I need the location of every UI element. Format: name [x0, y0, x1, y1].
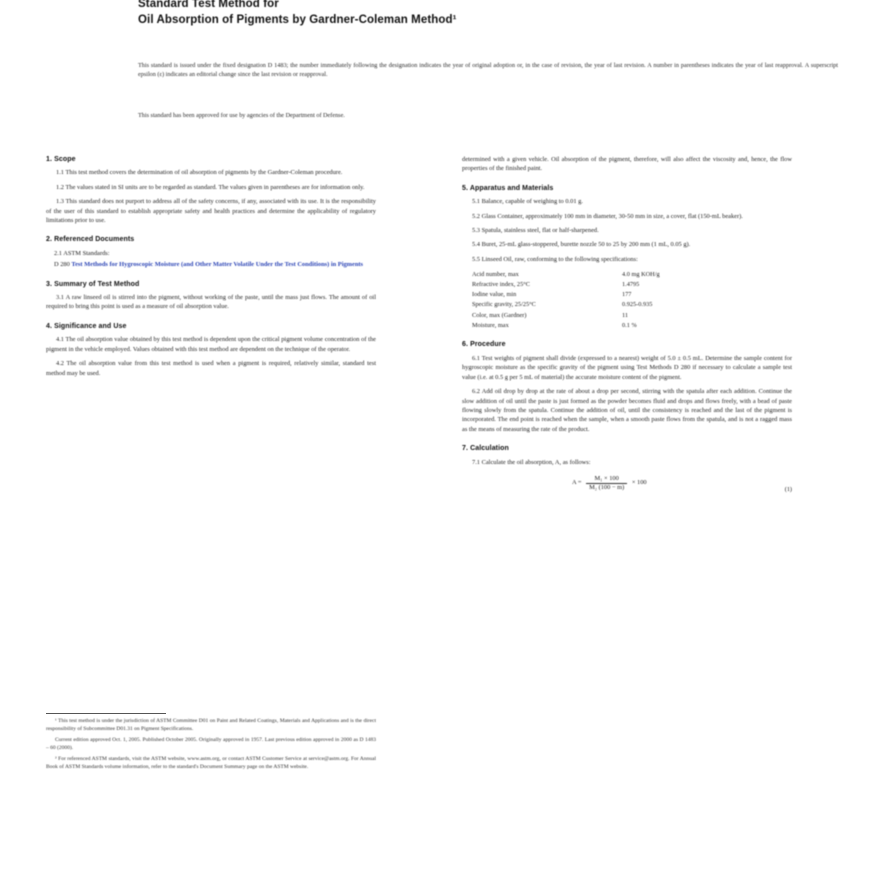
list-item: 2.1 ASTM Standards: — [54, 249, 110, 257]
paragraph: 1.1 This test method covers the determination of oil absorption of pigments by the Gardner-Coleman procedure. — [56, 169, 343, 177]
paragraph: 5.4 Buret, 25-mL glass-stoppered, burette nozzle 50 to 25 by 200 mm (1 mL, 0.05 g). — [472, 241, 691, 249]
section-heading-procedure: 6. Procedure — [462, 341, 506, 349]
equation-1 — [462, 475, 792, 505]
paragraph: determined with a given vehicle. Oil absorption of the pigment, therefore, will also affect the viscosity and, hence, the flow properties of the finished paint. — [462, 156, 792, 173]
section-heading-scope: 1. Scope — [46, 156, 76, 163]
right-column — [462, 155, 792, 509]
title-line-1: Standard Test Method for — [138, 0, 279, 10]
footnote: ² For referenced ASTM standards, visit the ASTM website, www.astm.org, or contact ASTM Customer Service at service@astm.org. For Annual Book of ASTM Standards volume information, refer to the standard's Document Summary page on the ASTM website. — [46, 756, 376, 770]
table-row — [472, 279, 772, 289]
section-heading-calculation: 7. Calculation — [462, 445, 509, 453]
table-row — [472, 290, 772, 300]
paragraph: 5.1 Balance, capable of weighing to 0.01 g. — [472, 198, 583, 206]
spec-value: 11 — [622, 311, 629, 319]
paragraph: 1.3 This standard does not purport to address all of the safety concerns, if any, associated with its use. It is the responsibility of the user of this standard to establish appropriate safety and health practices and determine the applicability of regulatory limitations prior to use. — [46, 198, 376, 225]
paragraph: 4.2 The oil absorption value from this test method is used when a pigment is required, relatively similar, standard test method may be used. — [46, 360, 376, 377]
spec-property: Moisture, max — [472, 321, 509, 329]
linseed-oil-specification-table — [472, 269, 772, 330]
spec-value: 4.0 mg KOH/g — [622, 270, 660, 278]
designation-paragraph: This standard is issued under the fixed designation D 1483; the number immediately following the designation indicates the year of original adoption or, in the case of revision, the year of last revision. A number in parentheses indicates the year of last reapproval. A superscript epsilon (ε) indicates an editorial change since the last revision or reapproval. — [138, 62, 838, 78]
spec-value: 0.1 % — [622, 321, 637, 329]
document-header — [138, 0, 838, 28]
equation-numerator: M₁ × 100 — [594, 474, 619, 482]
dod-note: This standard has been approved for use by agencies of the Department of Defense. — [138, 112, 345, 119]
table-row — [472, 300, 772, 310]
section-heading-significance: 4. Significance and Use — [46, 322, 127, 330]
document-title — [138, 0, 838, 28]
paragraph: 7.1 Calculate the oil absorption, A, as follows: — [472, 458, 591, 466]
equation-body — [572, 475, 647, 492]
paragraph: 6.2 Add oil drop by drop at the rate of about a drop per second, stirring with the spatula after each addition. Continue the slow addition of oil until the paste is just formed as the powder becomes fluid and drops and flows freely, with a bead of paste flowing slowly from the spatula. Continue the addition of oil, until the consistency is reached and the last of the pigment is incorporated. The end point is reached when the sample, when a smooth paste flows from the spatula, and is not a ragged mass as the means of measuring the rate of the product. — [462, 388, 792, 433]
table-row — [472, 320, 772, 330]
spec-property: Acid number, max — [472, 270, 519, 278]
equation-number: (1) — [784, 485, 792, 493]
reference-link[interactable]: Test Methods for Hygroscopic Moisture (and Other Matter Volatile Under the Test Conditions) in Pigments — [71, 261, 364, 269]
referenced-documents-list — [46, 249, 376, 270]
equation-tail: × 100 — [631, 479, 647, 487]
equation-fraction — [586, 475, 627, 492]
paragraph: 1.2 The values stated in SI units are to be regarded as standard. The values given in parentheses are for information only. — [56, 183, 365, 191]
paragraph: 5.5 Linseed Oil, raw, conforming to the following specifications: — [472, 255, 638, 263]
section-heading-summary: 3. Summary of Test Method — [46, 280, 140, 288]
list-item — [46, 260, 376, 269]
spec-property: Refractive index, 25°C — [472, 280, 530, 288]
reference-designation: D 280 — [54, 261, 72, 269]
paragraph: 4.1 The oil absorption value obtained by this test method is dependent upon the critical pigment volume concentration of the pigment in the vehicle employed. Values obtained with this test method are dependent on the technique of the operator. — [46, 336, 376, 353]
footnote: Current edition approved Oct. 1, 2005. Published October 2005. Originally approved in 1957. Last previous edition approved in 2000 as D 1483 – 60 (2000). — [46, 737, 376, 751]
title-line-2: Oil Absorption of Pigments by Gardner-Coleman Method¹ — [138, 14, 457, 26]
spec-value: 1.4795 — [622, 280, 640, 288]
paragraph: 3.1 A raw linseed oil is stirred into the pigment, without working of the paste, until the mass just flows. The amount of oil required to bring this point is used as a measure of oil absorption value. — [46, 294, 376, 311]
spec-property: Specific gravity, 25/25°C — [472, 301, 536, 309]
equation-denominator: M₂ (100 − m) — [586, 483, 627, 492]
spec-property: Iodine value, min — [472, 291, 517, 299]
section-heading-referenced-documents: 2. Referenced Documents — [46, 236, 135, 244]
designation-statement — [138, 62, 838, 83]
table-row — [472, 310, 772, 320]
spec-value: 177 — [622, 291, 632, 299]
spec-property: Color, max (Gardner) — [472, 311, 527, 319]
table-row — [472, 269, 772, 279]
footnotes — [46, 718, 376, 776]
section-heading-apparatus: 5. Apparatus and Materials — [462, 184, 554, 192]
paragraph: 5.2 Glass Container, approximately 100 mm in diameter, 30-50 mm in size, a cover, flat (150-mL beaker). — [472, 212, 743, 220]
footnote: ¹ This test method is under the jurisdiction of ASTM Committee D01 on Paint and Related Coatings, Materials and Applications and is the direct responsibility of Subcommittee D01.31 on Pigment Specifications. — [46, 718, 376, 732]
equation-lhs: A = — [572, 479, 582, 487]
spec-value: 0.925-0.935 — [622, 301, 653, 309]
paragraph: 5.3 Spatula, stainless steel, flat or half-sharpened. — [472, 227, 599, 235]
paragraph: 6.1 Test weights of pigment shall divide (expressed to a nearest) weight of 5.0 ± 0.5 mL. Determine the sample content for hygroscopic moisture as the specific gravity of the pigment using Test Methods D 280 if necessary to calculate a sample test value (i.e. at 0.5 g per 5 mL of material) the accurate moisture content of the pigment. — [462, 354, 792, 381]
footnote-divider — [46, 713, 166, 714]
left-column — [46, 155, 376, 383]
